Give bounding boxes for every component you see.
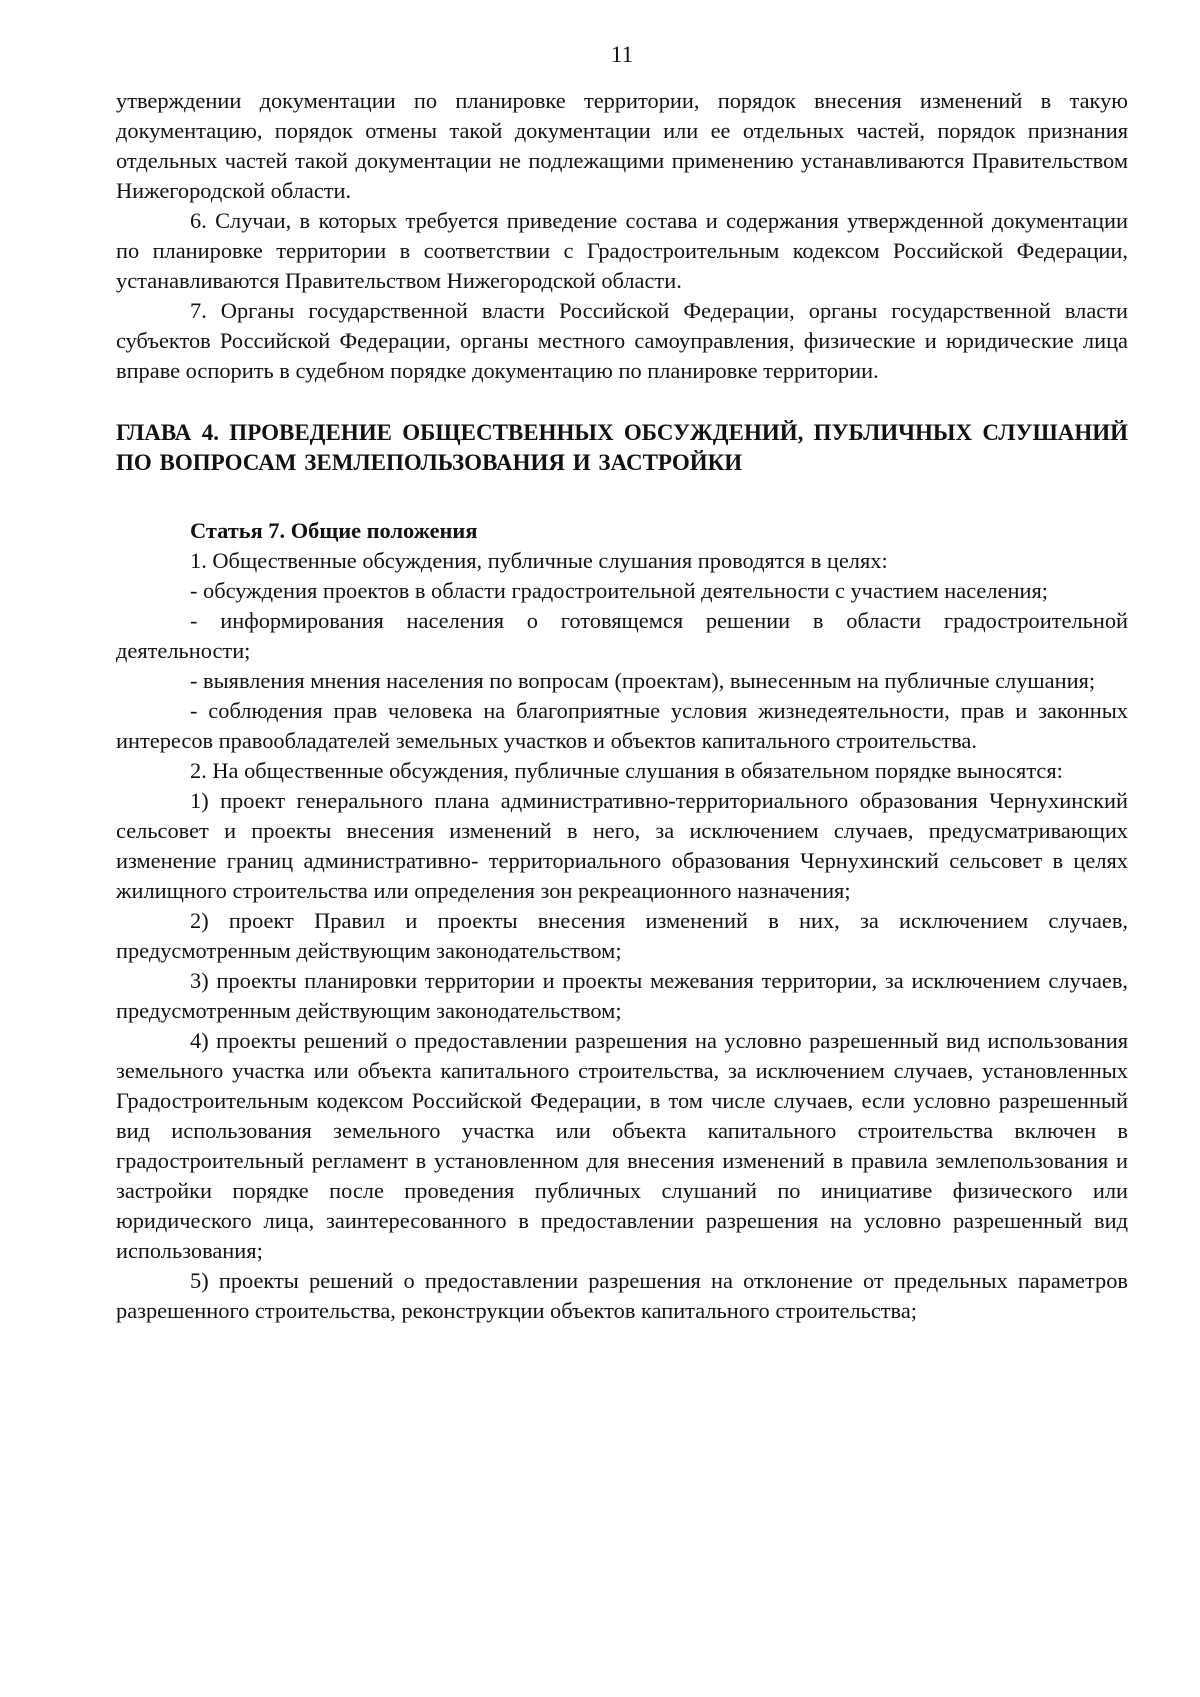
document-page	[116, 40, 1128, 1326]
top-section	[116, 86, 1128, 386]
article-paragraph: 5) проекты решений о предоставлении разрешения на отклонение от предельных параметров разрешенного строительства, реконструкции объектов капитального строительства;	[116, 1268, 1128, 1323]
article-paragraph: 2) проект Правил и проекты внесения изменений в них, за исключением случаев, предусмотренным действующим законодательством;	[116, 908, 1128, 963]
article-paragraph: - обсуждения проектов в области градостроительной деятельности с участием населения;	[190, 578, 1048, 603]
article-paragraph: 1) проект генерального плана административно-территориального образования Чернухинский сельсовет и проекты внесения изменений в него, за исключением случаев, предусматривающих изменение границ административно- территориального образования Чернухинский сельсовет в целях жилищного строительства или определения зон рекреационного назначения;	[116, 788, 1128, 903]
article-body	[116, 546, 1128, 1326]
page-number: 11	[610, 42, 634, 67]
article-paragraph: 2. На общественные обсуждения, публичные слушания в обязательном порядке выносятся:	[190, 758, 1063, 783]
paragraph-item-6: 6. Случаи, в которых требуется приведение состава и содержания утвержденной документации по планировке территории в соответствии с Градостроительным кодексом Российской Федерации, устанавливаются Правительством Нижегородской области.	[116, 208, 1128, 293]
article-paragraph: - выявления мнения населения по вопросам (проектам), вынесенным на публичные слушания;	[190, 668, 1096, 693]
article-paragraph: 1. Общественные обсуждения, публичные слушания проводятся в целях:	[190, 548, 888, 573]
paragraph-item-7: 7. Органы государственной власти Российской Федерации, органы государственной власти субъектов Российской Федерации, органы местного самоуправления, физические и юридические лица вправе оспорить в судебном порядке документацию по планировке территории.	[116, 298, 1128, 383]
chapter-heading: ГЛАВА 4. ПРОВЕДЕНИЕ ОБЩЕСТВЕННЫХ ОБСУЖДЕНИЙ, ПУБЛИЧНЫХ СЛУШАНИЙ ПО ВОПРОСАМ ЗЕМЛЕПОЛЬЗОВАНИЯ И ЗАСТРОЙКИ	[116, 420, 1128, 475]
article-heading: Статья 7. Общие положения	[190, 518, 478, 543]
paragraph-continuation: утверждении документации по планировке территории, порядок внесения изменений в такую документацию, порядок отмены такой документации или ее отдельных частей, порядок признания отдельных частей такой документации не подлежащими применению устанавливаются Правительством Нижегородской области.	[116, 88, 1128, 203]
article-paragraph: 4) проекты решений о предоставлении разрешения на условно разрешенный вид использования земельного участка или объекта капитального строительства, за исключением случаев, установленных Градостроительным кодексом Российской Федерации, в том числе случаев, если условно разрешенный вид использования земельного участка или объекта капитального строительства включен в градостроительный регламент в установленном для внесения изменений в правила землепользования и застройки порядке после проведения публичных слушаний по инициативе физического или юридического лица, заинтересованного в предоставлении разрешения на условно разрешенный вид использования;	[116, 1028, 1128, 1263]
article-paragraph: - информирования населения о готовящемся решении в области градостроительной деятельности;	[116, 608, 1128, 663]
article-paragraph: - соблюдения прав человека на благоприятные условия жизнедеятельности, прав и законных интересов правообладателей земельных участков и объектов капитального строительства.	[116, 698, 1128, 753]
article-paragraph: 3) проекты планировки территории и проекты межевания территории, за исключением случаев, предусмотренным действующим законодательством;	[116, 968, 1128, 1023]
